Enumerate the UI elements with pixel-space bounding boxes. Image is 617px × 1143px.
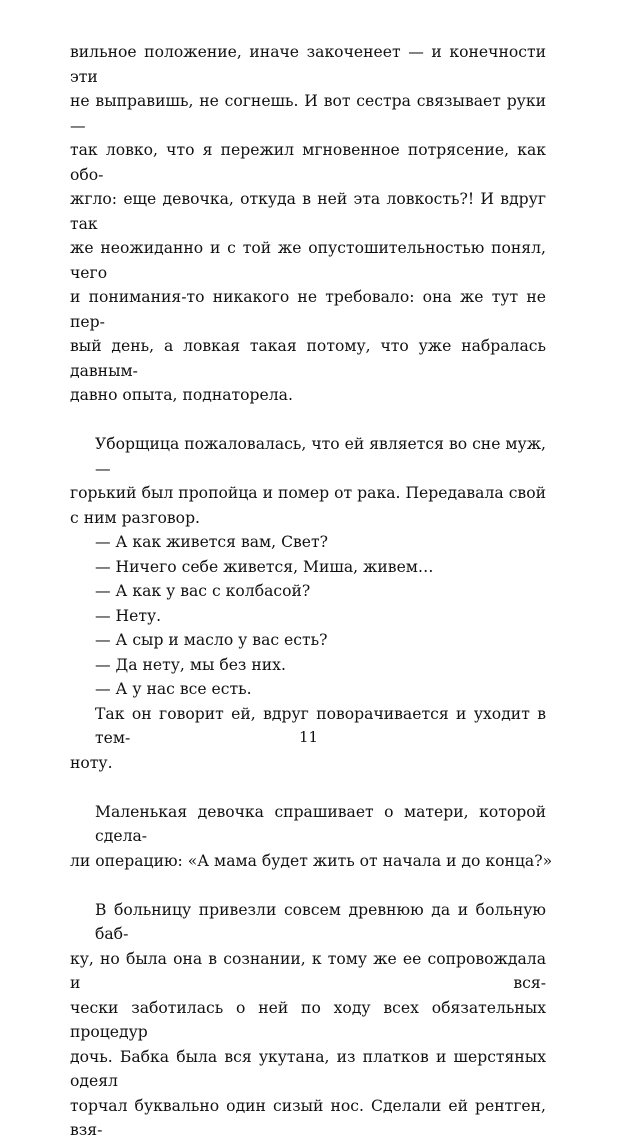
text-line: горький был пропойца и помер от рака. Передавала свой (70, 484, 546, 502)
text-line: и понимания-то никакого не требовало: она же тут не пер- (70, 288, 546, 331)
paragraph (70, 898, 546, 1143)
text-line: вильное положение, иначе закоченеет — и конечности эти (70, 43, 546, 86)
text-line: В больницу привезли совсем древнюю да и больную баб- (95, 900, 546, 943)
text-line: — А у нас все есть. (95, 680, 252, 698)
text-line: жгло: еще девочка, откуда в ней эта ловкость?! И вдруг так (70, 190, 546, 233)
paragraph (70, 800, 553, 874)
text-line: ку, но была она в сознании, к тому же ее сопровождала и вся- (70, 949, 546, 992)
body-text (70, 40, 553, 1143)
text-line: — А сыр и масло у вас есть? (95, 631, 328, 649)
paragraph-gap (70, 775, 546, 800)
text-line: Так он говорит ей, вдруг поворачивается и уходит в тем- (95, 704, 546, 747)
text-line: с ним разговор. (70, 508, 201, 527)
text-line: Уборщица пожаловалась, что ей является во сне муж, — (95, 435, 546, 478)
paragraph (70, 432, 546, 775)
paragraph (70, 40, 546, 408)
text-line: Маленькая девочка спрашивает о матери, которой сдела- (95, 802, 546, 845)
text-line: не выправишь, не согнешь. И вот сестра связывает руки — (70, 92, 546, 135)
text-line: — Нету. (95, 606, 162, 625)
paragraph-gap (70, 408, 546, 433)
text-line: дочь. Бабка была вся укутана, из платков и шерстяных одеял (70, 1047, 546, 1090)
text-line: — Да нету, мы без них. (95, 655, 286, 674)
text-line: — А как у вас с колбасой? (95, 582, 311, 600)
text-line: так ловко, что я пережил мгновенное потрясение, как обо- (70, 141, 546, 184)
text-line: вый день, а ловкая такая потому, что уже набралась давным- (70, 337, 546, 380)
paragraph-gap (70, 873, 546, 898)
text-line: — Ничего себе живется, Миша, живем… (95, 557, 434, 576)
text-line: давно опыта, поднаторела. (70, 386, 293, 404)
page-number: 11 (298, 728, 319, 746)
text-line: ноту. (70, 753, 113, 772)
text-line: — А как живется вам, Свет? (95, 533, 329, 551)
text-line: ли операцию: «А мама будет жить от начала и до конца?» (70, 851, 553, 870)
text-line: торчал буквально один сизый нос. Сделали ей рентген, взя- (70, 1096, 546, 1139)
text-line: чески заботилась о ней по ходу всех обязательных процедур (70, 998, 546, 1041)
text-line: же неожиданно и с той же опустошительностью понял, чего (70, 239, 546, 282)
